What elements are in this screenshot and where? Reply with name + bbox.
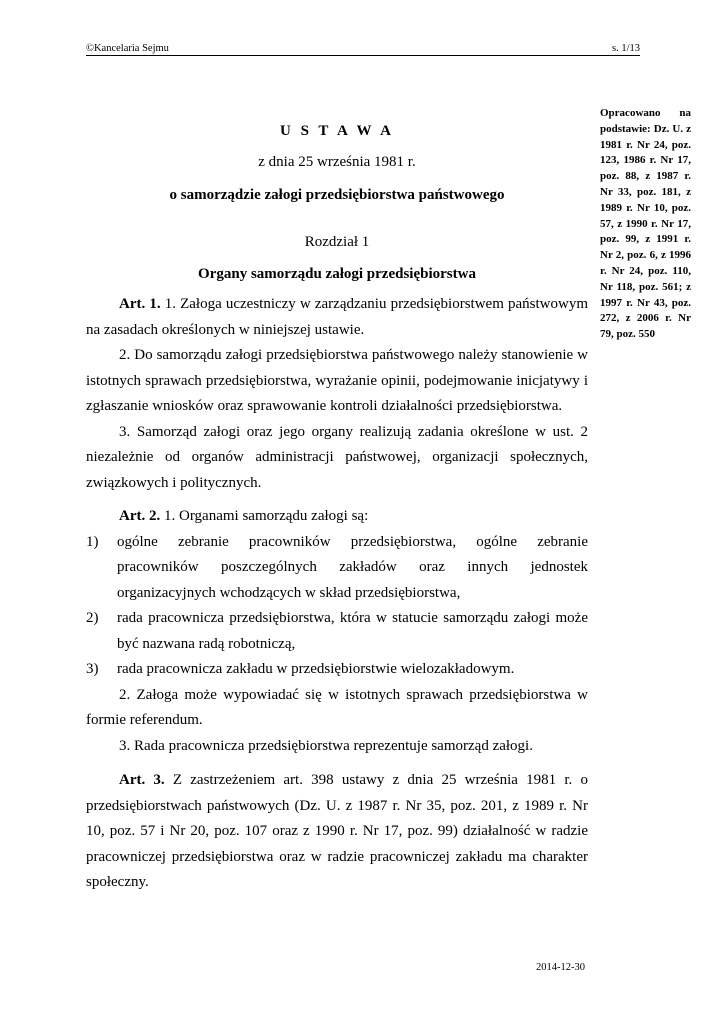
- art2-intro: Art. 2. 1. Organami samorządu załogi są:: [119, 508, 369, 524]
- page-number: s. 1/13: [611, 43, 640, 54]
- list-item: 2) rada pracownicza przedsiębiorstwa, która w statucie samorządu załogi może być nazwana radą robotniczą,: [86, 610, 588, 652]
- art2-label: Art. 2.: [119, 508, 161, 524]
- document-date: z dnia 25 września 1981 r.: [258, 154, 416, 170]
- document-title: U S T A W A: [279, 123, 395, 139]
- list-item: 1) ogólne zebranie pracowników przedsiębiorstwa, ogólne zebranie pracowników poszczególnych zakładów oraz innych jednostek organizacyjnych wchodzących w skład przedsiębiorstwa,: [86, 533, 588, 601]
- art1-paragraph-2: 2. Do samorządu załogi przedsiębiorstwa państwowego należy stanowienie w istotnych sprawach przedsiębiorstwa, wyrażanie opinii, podejmowanie inicjatywy i zgłaszanie wniosków oraz sprawowanie kontroli działalności przedsiębiorstwa.: [86, 347, 588, 414]
- page-header: [86, 43, 640, 56]
- art1-paragraph-3: 3. Samorząd załogi oraz jego organy realizują zadania określone w ust. 2 niezależnie od organów administracji państwowej, organizacji społecznych, związkowych i politycznych.: [86, 423, 588, 491]
- art3-label: Art. 3.: [119, 772, 165, 788]
- art1-label: Art. 1.: [119, 296, 161, 312]
- art3-paragraph: Art. 3. Z zastrzeżeniem art. 398 ustawy z dnia 25 września 1981 r. o przedsiębiorstwach państwowych (Dz. U. z 1987 r. Nr 35, poz. 201, z 1989 r. Nr 10, poz. 57 i Nr 20, poz. 107 oraz z 1990 r. Nr 17, poz. 99) działalność w radzie pracowniczej przedsiębiorstwa oraz w radzie pracowniczej zakładu ma charakter społeczny.: [86, 772, 588, 890]
- footer-date: 2014-12-30: [536, 962, 585, 973]
- art2-paragraph-2: 2. Załoga może wypowiadać się w istotnych sprawach przedsiębiorstwa w formie referendum.: [86, 686, 588, 728]
- articles: [86, 292, 588, 896]
- art1-paragraph-1: Art. 1. 1. Załoga uczestniczy w zarządzaniu przedsiębiorstwem państwowym na zasadach określonych w niniejszej ustawie.: [86, 296, 588, 338]
- publisher-label: ©Kancelaria Sejmu: [86, 43, 169, 54]
- art2-paragraph-3: 3. Rada pracownicza przedsiębiorstwa reprezentuje samorząd załogi.: [119, 737, 533, 754]
- chapter-title: Organy samorządu załogi przedsiębiorstwa: [198, 266, 476, 282]
- document-subject: o samorządzie załogi przedsiębiorstwa państwowego: [169, 187, 505, 203]
- chapter-heading: Rozdział 1: [304, 234, 370, 250]
- list-item: 3) rada pracownicza zakładu w przedsiębiorstwie wielozakładowym.: [86, 661, 515, 677]
- source-note: Opracowano na podstawie: Dz. U. z 1981 r. Nr 24, poz. 123, 1986 r. Nr 17, poz. 88, z 1987 r. Nr 33, poz. 181, z 1989 r. Nr 10, poz. 57, z 1990 r. Nr 17, poz. 99, z 1991 r. Nr 2, poz. 6, z 1996 r. Nr 24, poz. 110, Nr 118, poz. 561; z 1997 r. Nr 43, poz. 272, z 2006 r. Nr 79, poz. 550: [600, 107, 691, 341]
